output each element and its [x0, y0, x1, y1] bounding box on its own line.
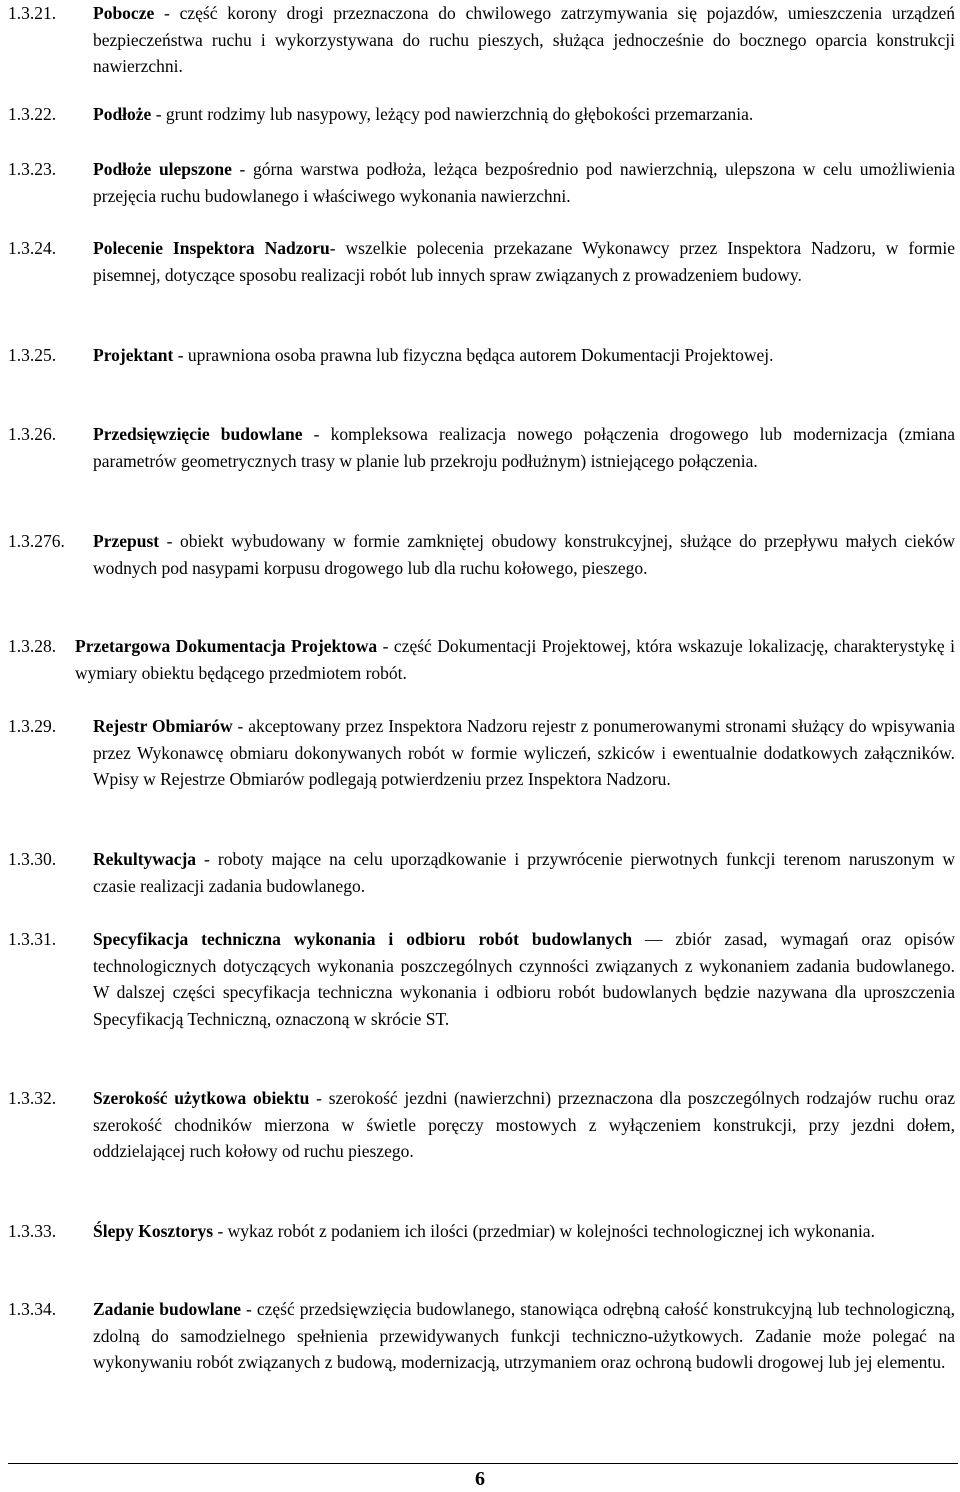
- entry-term: Przepust: [93, 531, 160, 551]
- entry-text: [93, 926, 955, 1032]
- entry-number: 1.3.29.: [8, 716, 57, 736]
- entry-term: Ślepy Kosztorys: [93, 1221, 214, 1241]
- entry-text: [93, 101, 955, 128]
- entry-term: Rejestr Obmiarów: [93, 716, 233, 736]
- entry-definition: - roboty mające na celu uporządkowanie i przywrócenie pierwotnych funkcji terenom naruszonym w czasie realizacji zadania budowlanego.: [93, 849, 955, 896]
- entry-term: Zadanie budowlane: [93, 1299, 241, 1319]
- entry-definition: - akceptowany przez Inspektora Nadzoru rejestr z ponumerowanymi stronami służący do wpisywania przez Wykonawcę obmiaru dokonywanych robót w formie wyliczeń, szkiców i ewentualnie dodatkowych załączników. Wpisy w Rejestrze Obmiarów podlegają potwierdzeniu przez Inspektora Nadzoru.: [93, 716, 956, 789]
- definition-entry-1-3-30: [0, 846, 960, 899]
- entry-text: [93, 1296, 955, 1376]
- entry-text: [93, 235, 955, 288]
- entry-term: Podłoże ulepszone: [93, 159, 232, 179]
- entry-text: [93, 1218, 955, 1245]
- footer-divider: [8, 1463, 958, 1464]
- entry-text: [93, 0, 955, 80]
- definition-entry-1-3-23: [0, 156, 960, 209]
- entry-number: 1.3.26.: [8, 424, 57, 444]
- entry-number: 1.3.23.: [8, 159, 57, 179]
- entry-definition: - część przedsięwzięcia budowlanego, stanowiąca odrębną całość konstrukcyjną lub technologiczną, zdolną do samodzielnego spełnienia przewidywanych funkcji techniczno-użytkowych. Zadanie może polegać na wykonywaniu robót związanych z budową, modernizacją, utrzymaniem oraz ochroną budowli drogowej lub jej elementu.: [93, 1299, 955, 1372]
- entry-number: 1.3.21.: [8, 3, 57, 23]
- entry-text: [75, 633, 955, 686]
- entry-definition: — zbiór zasad, wymagań oraz opisów technologicznych dotyczących wykonania poszczególnych czynności związanych z wykonaniem zadania budowlanego. W dalszej części specyfikacja techniczna wykonania i odbioru robót budowlanych będzie nazywana dla uproszczenia Specyfikacją Techniczną, oznaczoną w skrócie ST.: [93, 929, 955, 1029]
- entry-text: [93, 421, 955, 474]
- entry-definition: - szerokość jezdni (nawierzchni) przeznaczona dla poszczególnych rodzajów ruchu oraz szerokość chodników mierzona w świetle poręczy mostowych z wyłączeniem konstrukcji, przy jezdni dołem, oddzielającej ruch kołowy od ruchu pieszego.: [93, 1088, 955, 1161]
- definition-entry-1-3-22: [0, 101, 960, 128]
- entry-definition: - część Dokumentacji Projektowej, która wskazuje lokalizację, charakterystykę i wymiary obiektu będącego przedmiotem robót.: [75, 636, 955, 683]
- entry-number: 1.3.25.: [8, 345, 57, 365]
- definition-entry-1-3-29: [0, 713, 960, 793]
- definition-entry-1-3-32: [0, 1085, 960, 1165]
- page-number: 6: [475, 1468, 485, 1490]
- definition-entry-1-3-26: [0, 421, 960, 474]
- entry-definition: - wszelkie polecenia przekazane Wykonawcy przez Inspektora Nadzoru, w formie pisemnej, dotyczące sposobu realizacji robót lub innych spraw związanych z prowadzeniem budowy.: [93, 238, 955, 285]
- entry-term: Przedsięwzięcie budowlane: [93, 424, 303, 444]
- definition-entry-1-3-31: [0, 926, 960, 1032]
- entry-term: Projektant: [93, 345, 174, 365]
- entry-text: [93, 846, 955, 899]
- entry-number: 1.3.22.: [8, 104, 57, 124]
- entry-term: Rekultywacja: [93, 849, 197, 869]
- definition-entry-1-3-24: [0, 235, 960, 288]
- definition-entry-1-3-34: [0, 1296, 960, 1376]
- entry-text: [93, 713, 955, 793]
- definition-entry-1-3-25: [0, 342, 960, 369]
- entry-number: 1.3.30.: [8, 849, 57, 869]
- entry-number: 1.3.28.: [8, 636, 57, 656]
- definition-entry-1-3-21: [0, 0, 960, 80]
- entry-term: Polecenie Inspektora Nadzoru: [93, 238, 330, 258]
- entry-number: 1.3.32.: [8, 1088, 57, 1108]
- entry-text: [93, 1085, 955, 1165]
- entry-definition: - grunt rodzimy lub nasypowy, leżący pod nawierzchnią do głębokości przemarzania.: [151, 104, 754, 124]
- entry-definition: - obiekt wybudowany w formie zamkniętej obudowy konstrukcyjnej, służące do przepływu małych cieków wodnych pod nasypami korpusu drogowego lub dla ruchu kołowego, pieszego.: [93, 531, 955, 578]
- entry-text: [93, 156, 955, 209]
- entry-definition: - uprawniona osoba prawna lub fizyczna będąca autorem Dokumentacji Projektowej.: [173, 345, 774, 365]
- entry-number: 1.3.276.: [8, 531, 65, 551]
- definition-entry-1-3-28: [0, 633, 960, 686]
- entry-number: 1.3.31.: [8, 929, 57, 949]
- entry-definition: - górna warstwa podłoża, leżąca bezpośrednio pod nawierzchnią, ulepszona w celu umożliwienia przejęcia ruchu budowlanego i właściwego wykonania nawierzchni.: [93, 159, 955, 206]
- entry-term: Pobocze: [93, 3, 155, 23]
- entry-definition: - część korony drogi przeznaczona do chwilowego zatrzymywania się pojazdów, umieszczenia urządzeń bezpieczeństwa ruchu i wykorzystywana do ruchu pieszych, służąca jednocześnie do bocznego oparcia konstrukcji nawierzchni.: [93, 3, 955, 76]
- entry-term: Podłoże: [93, 104, 152, 124]
- entry-term: Przetargowa Dokumentacja Projektowa: [75, 636, 378, 656]
- entry-number: 1.3.34.: [8, 1299, 57, 1319]
- entry-definition: - kompleksowa realizacja nowego połączenia drogowego lub modernizacja (zmiana parametrów geometrycznych trasy w planie lub przekroju podłużnym) istniejącego połączenia.: [93, 424, 955, 471]
- entry-term: Specyfikacja techniczna wykonania i odbioru robót budowlanych: [93, 929, 633, 949]
- definition-entry-1-3-276: [0, 528, 960, 581]
- entry-number: 1.3.33.: [8, 1221, 57, 1241]
- definition-entry-1-3-33: [0, 1218, 960, 1245]
- entry-text: [93, 342, 955, 369]
- entry-definition: - wykaz robót z podaniem ich ilości (przedmiar) w kolejności technologicznej ich wykonania.: [213, 1221, 875, 1241]
- entry-term: Szerokość użytkowa obiektu: [93, 1088, 310, 1108]
- entry-number: 1.3.24.: [8, 238, 57, 258]
- entry-text: [93, 528, 955, 581]
